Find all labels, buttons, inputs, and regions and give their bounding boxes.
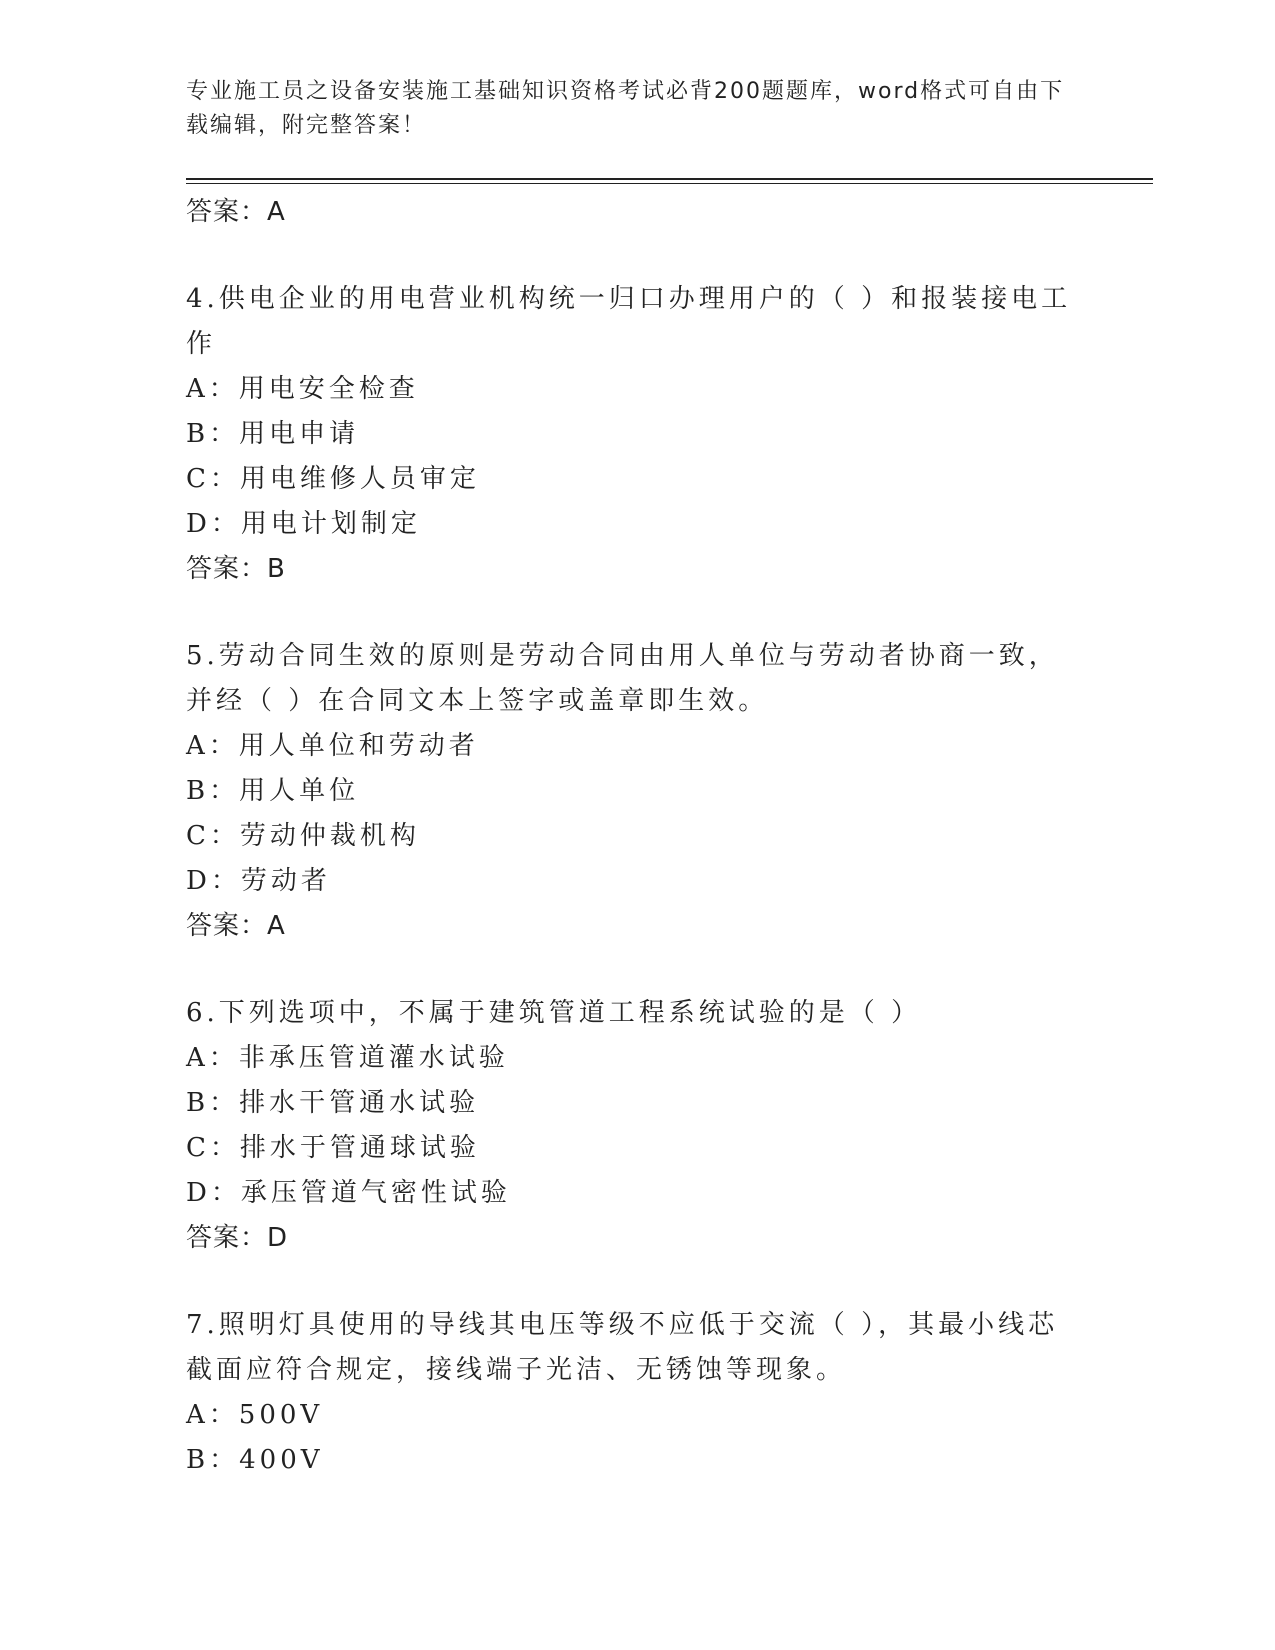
option-c: C：用电维修人员审定 [186,464,480,494]
option-b: B：用人单位 [186,776,360,806]
answer: 答案：D [186,1223,289,1253]
question-4 [186,277,1086,592]
answer: 答案：B [186,554,286,584]
option-d: D：用电计划制定 [186,509,421,539]
answer: 答案：A [186,911,286,941]
page-header: 专业施工员之设备安装施工基础知识资格考试必背200题题库，word格式可自由下载编辑，附完整答案！ [186,79,1065,138]
answer-q3: 答案：A [186,197,286,227]
option-c: C：劳动仲裁机构 [186,821,420,851]
header-rule-thin [186,183,1153,184]
document-body [186,190,1086,1525]
option-a: A：用人单位和劳动者 [186,731,479,761]
option-d: D：劳动者 [186,866,331,896]
option-b: B：用电申请 [186,419,360,449]
question-5 [186,634,1086,949]
question-7 [186,1303,1086,1483]
question-text: 7.照明灯具使用的导线其电压等级不应低于交流（ ），其最小线芯截面应符合规定，接线端子光洁、无锈蚀等现象。 [186,1310,1059,1385]
option-a: A：500V [186,1400,324,1430]
question-text: 4.供电企业的用电营业机构统一归口办理用户的（ ）和报装接电工作 [186,284,1072,359]
header-rule [186,178,1153,180]
option-d: D：承压管道气密性试验 [186,1178,511,1208]
option-a: A：用电安全检查 [186,374,419,404]
question-text: 5.劳动合同生效的原则是劳动合同由用人单位与劳动者协商一致，并经（ ）在合同文本上签字或盖章即生效。 [186,641,1059,716]
question-text: 6.下列选项中，不属于建筑管道工程系统试验的是（ ） [186,998,922,1028]
question-6 [186,991,1086,1261]
option-a: A：非承压管道灌水试验 [186,1043,509,1073]
option-b: B：排水干管通水试验 [186,1088,480,1118]
option-b: B：400V [186,1445,324,1475]
option-c: C：排水于管通球试验 [186,1133,480,1163]
